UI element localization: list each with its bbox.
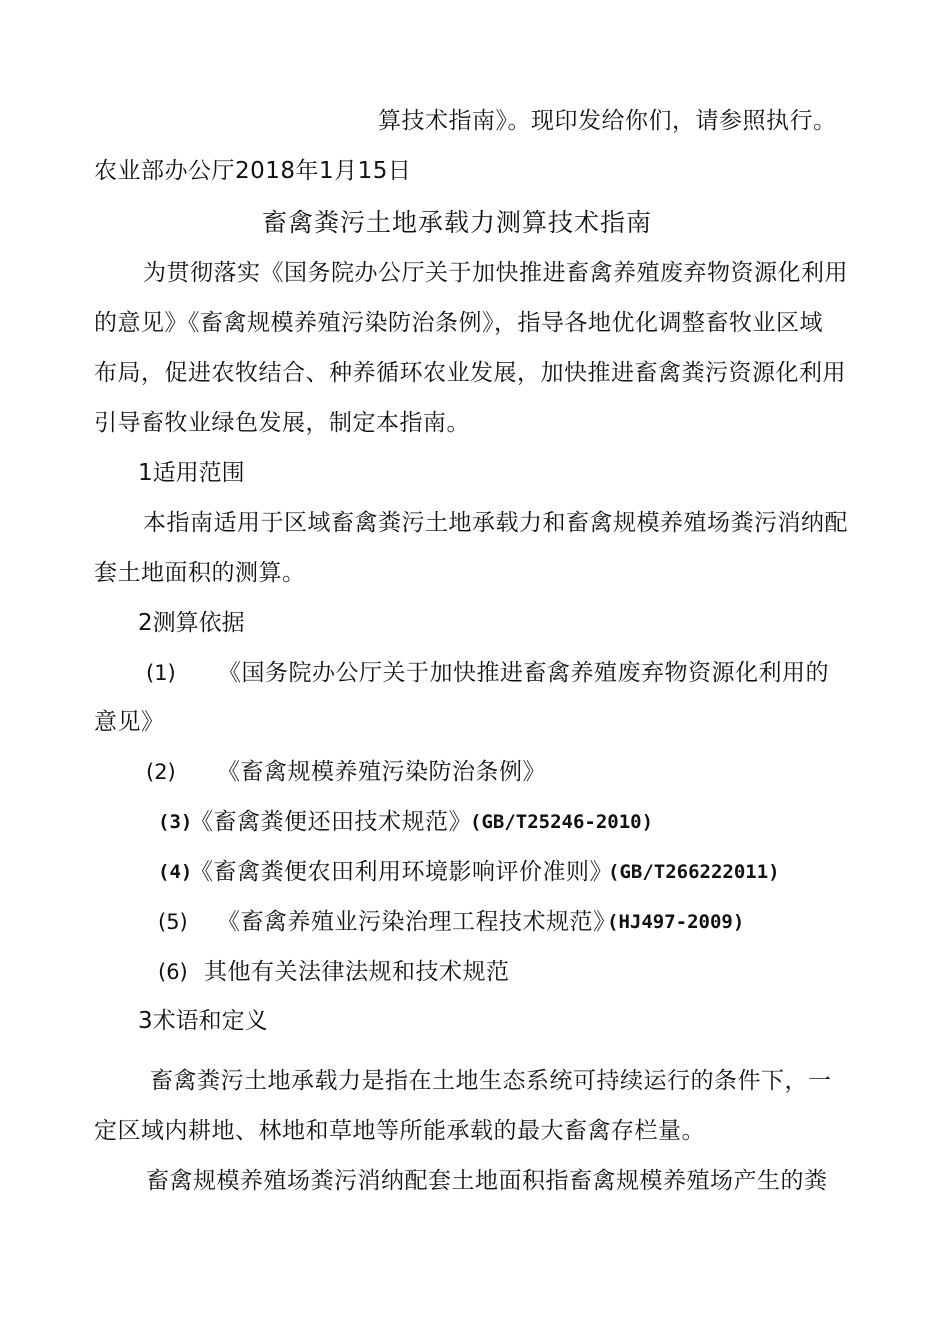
scope-paragraph-line-1: 本指南适用于区域畜禽粪污土地承载力和畜禽规模养殖场粪污消纳配 xyxy=(143,510,848,536)
reference-item-6-number: (6) xyxy=(158,960,188,984)
terms-paragraph-1-line-2: 定区域内耕地、林地和草地等所能承载的最大畜禽存栏量。 xyxy=(94,1118,705,1144)
issuer-date-line: 农业部办公厅2018年1月15日 xyxy=(94,158,412,184)
terms-paragraph-1-line-1: 畜禽粪污土地承载力是指在土地生态系统可持续运行的条件下，一 xyxy=(150,1068,832,1094)
reference-item-2-number: (2) xyxy=(146,760,176,784)
reference-item-1-text: 《国务院办公厅关于加快推进畜禽养殖废弃物资源化利用的 xyxy=(218,660,829,686)
scope-paragraph-line-2: 套土地面积的测算。 xyxy=(94,560,306,586)
intro-paragraph-line-1: 为贯彻落实《国务院办公厅关于加快推进畜禽养殖废弃物资源化利用 xyxy=(143,260,848,286)
section-heading-basis: 2测算依据 xyxy=(138,610,245,636)
section-heading-scope: 1适用范围 xyxy=(138,460,245,486)
reference-item-5-code: (HJ497-2009) xyxy=(607,911,745,933)
intro-paragraph-line-4: 引导畜牧业绿色发展，制定本指南。 xyxy=(94,410,470,436)
reference-item-2-text: 《畜禽规模养殖污染防治条例》 xyxy=(217,759,546,785)
reference-item-3-text: 《畜禽粪便还田技术规范》 xyxy=(190,809,472,835)
notice-closing-line: 算技术指南》。现印发给你们，请参照执行。 xyxy=(378,108,837,134)
reference-item-1-number: (1) xyxy=(146,661,176,685)
reference-item-3-code: (GB/T25246-2010) xyxy=(470,811,654,833)
reference-item-3-number: (3) xyxy=(158,811,193,833)
reference-item-4-text: 《畜禽粪便农田利用环境影响评价准则》 xyxy=(190,859,613,885)
reference-item-4-number: (4) xyxy=(158,861,193,883)
reference-item-6-text: 其他有关法律法规和技术规范 xyxy=(204,959,510,985)
document-title: 畜禽粪污土地承载力测算技术指南 xyxy=(262,208,653,237)
section-heading-terms: 3术语和定义 xyxy=(138,1008,268,1034)
reference-item-4-code: (GB/T266222011) xyxy=(608,861,780,883)
reference-item-1-continuation: 意见》 xyxy=(94,709,165,735)
reference-item-5-number: (5) xyxy=(158,910,188,934)
terms-paragraph-2-line-1: 畜禽规模养殖场粪污消纳配套土地面积指畜禽规模养殖场产生的粪 xyxy=(146,1168,828,1194)
reference-item-5-text: 《畜禽养殖业污染治理工程技术规范》 xyxy=(217,909,617,935)
intro-paragraph-line-2: 的意见》《畜禽规模养殖污染防治条例》，指导各地优化调整畜牧业区域 xyxy=(94,310,823,336)
intro-paragraph-line-3: 布局，促进农牧结合、种养循环农业发展，加快推进畜禽粪污资源化利用 xyxy=(94,360,846,386)
